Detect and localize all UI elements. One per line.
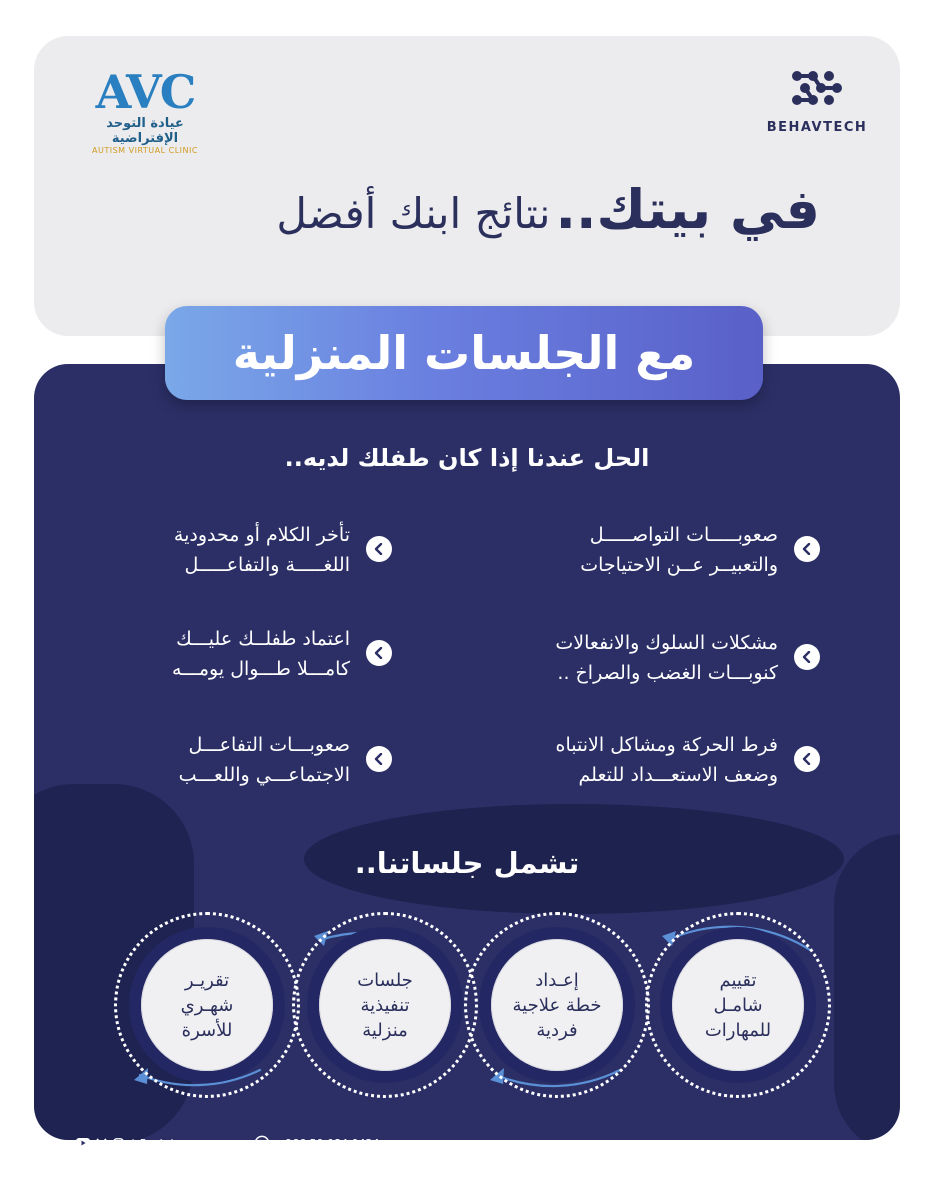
behavtech-name: BEHAVTECH <box>766 120 868 135</box>
avc-logo-letters: AVC <box>95 65 195 119</box>
problem-item-communication <box>478 520 778 580</box>
problem-line-2: اللغـــــة والتفاعـــــل <box>184 554 350 576</box>
whatsapp-icon[interactable] <box>254 1135 270 1151</box>
chevron-left-icon <box>366 536 392 562</box>
step-line-3: فردية <box>536 1019 578 1041</box>
headline <box>60 178 820 241</box>
chevron-left-icon <box>794 746 820 772</box>
subtitle-pill <box>165 306 763 400</box>
problem-line-2: وضعف الاستعـــداد للتعلم <box>578 764 778 786</box>
headline-strong: في بيتك.. <box>555 178 820 241</box>
youtube-icon[interactable] <box>76 1138 90 1148</box>
step-line-3: منزلية <box>362 1019 408 1041</box>
step-line-1: تقييم <box>719 969 757 991</box>
step-line-1: تقريـر <box>184 969 230 991</box>
footer-separator: / <box>130 1136 134 1150</box>
footer-contact <box>76 1132 380 1154</box>
problem-item-behavior <box>478 628 778 688</box>
step-text <box>181 968 234 1043</box>
step-text <box>357 968 413 1043</box>
step-line-2: شامـل <box>713 994 763 1016</box>
problem-line-1: فرط الحركة ومشاكل الانتباه <box>555 734 778 756</box>
problem-item-dependence <box>50 624 350 684</box>
instagram-icon[interactable] <box>113 1138 124 1149</box>
avc-logo-english: AUTISM VIRTUAL CLINIC <box>92 146 198 155</box>
session-step-assessment <box>645 912 831 1098</box>
session-step-report <box>114 912 300 1098</box>
avc-logo-arabic: عيادة التوحد الإفتراضية <box>106 116 184 146</box>
step-line-2: خطة علاجية <box>512 994 602 1016</box>
step-line-2: تنفيذية <box>360 994 410 1016</box>
avc-logo <box>80 65 210 155</box>
problems-title: الحل عندنا إذا كان طفلك لديه.. <box>284 444 650 472</box>
step-line-2: شهـري <box>180 994 234 1016</box>
step-disc <box>319 939 451 1071</box>
step-disc <box>141 939 273 1071</box>
step-line-3: للمهارات <box>704 1019 772 1041</box>
session-step-home-sessions <box>292 912 478 1098</box>
step-line-3: للأسرة <box>181 1019 233 1041</box>
sessions-title: تشمل جلساتنا.. <box>354 846 580 880</box>
problem-line-2: والتعبيــر عــن الاحتياجات <box>580 554 778 576</box>
step-text <box>705 968 771 1043</box>
step-line-1: جلسات <box>357 969 413 991</box>
headline-light: نتائج ابنك أفضل <box>276 189 551 238</box>
problem-line-1: مشكلات السلوك والانفعالات <box>555 632 778 654</box>
problem-line-1: تأخر الكلام أو محدودية <box>173 524 350 546</box>
step-line-1: إعـداد <box>535 969 579 991</box>
chevron-left-icon <box>794 644 820 670</box>
problem-line-1: اعتماد طفلــك عليـــك <box>176 628 350 650</box>
problem-line-2: الاجتماعـــي واللعـــب <box>178 764 350 786</box>
chevron-left-icon <box>366 640 392 666</box>
chevron-left-icon <box>366 746 392 772</box>
problem-item-hyperactivity <box>478 730 778 790</box>
problem-line-2: كامـــلا طـــوال يومـــه <box>171 658 350 680</box>
problem-line-1: صعوبـــــات التواصـــــل <box>589 524 778 546</box>
social-handle[interactable]: Rushd_co <box>139 1136 192 1150</box>
x-twitter-icon[interactable] <box>96 1138 107 1149</box>
step-text <box>513 968 602 1043</box>
behavtech-logo <box>752 66 882 146</box>
chevron-left-icon <box>794 536 820 562</box>
step-disc <box>491 939 623 1071</box>
problem-item-social <box>50 730 350 790</box>
behavtech-mark-icon <box>787 66 847 112</box>
problem-line-2: كنوبـــات الغضب والصراخ .. <box>557 662 778 684</box>
session-step-plan <box>464 912 650 1098</box>
problem-item-speech-delay <box>50 520 350 580</box>
phone-number[interactable]: +966 50 084 0424 <box>275 1136 380 1150</box>
step-disc <box>672 939 804 1071</box>
problem-line-1: صعوبـــات التفاعـــل <box>188 734 350 756</box>
subtitle-text: مع الجلسات المنزلية <box>232 326 696 380</box>
